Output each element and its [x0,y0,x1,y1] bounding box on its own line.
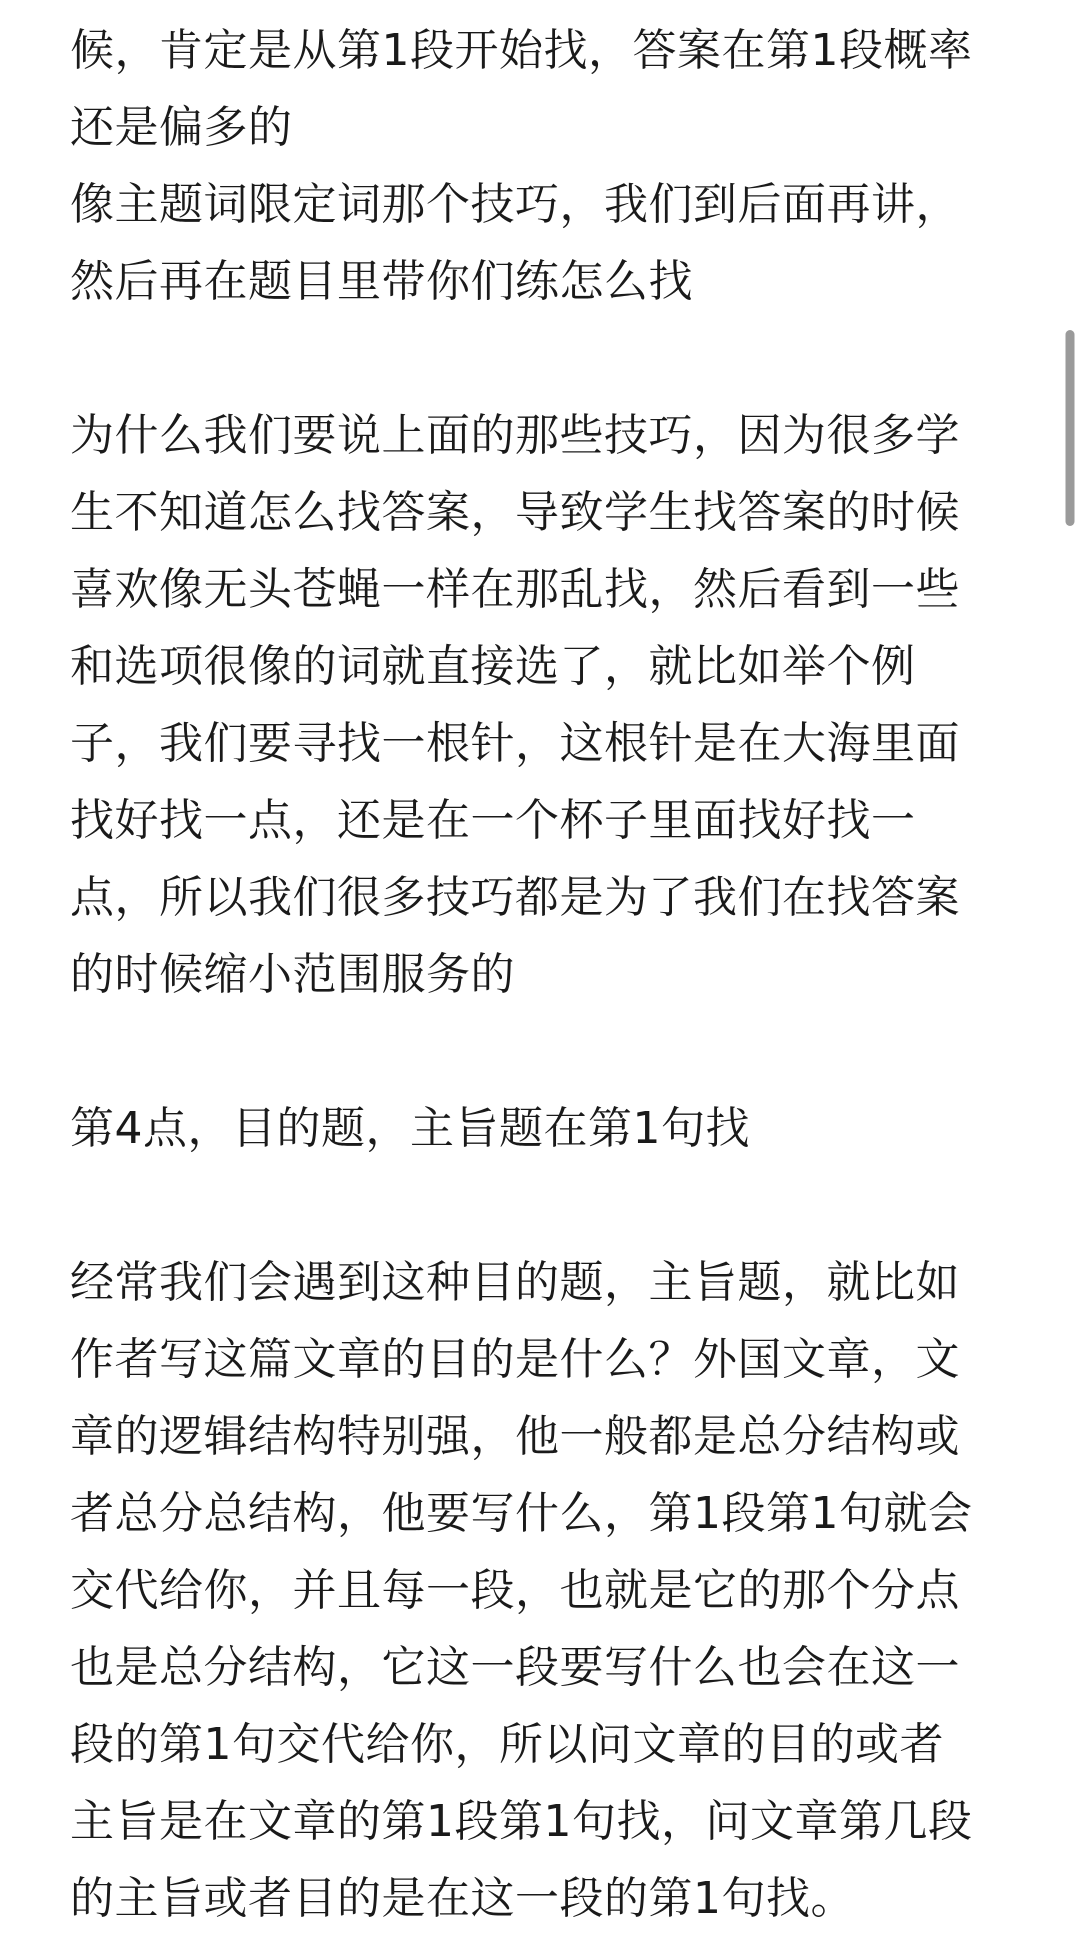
text-line: 生不知道怎么找答案，导致学生找答案的时候 [70,487,960,538]
text-line: 章的逻辑结构特别强，他一般都是总分结构或 [70,1411,960,1462]
section-heading [70,1090,1010,1167]
text-line: 交代给你，并且每一段，也就是它的那个分点 [70,1565,960,1616]
vertical-scrollbar[interactable] [1060,0,1080,1943]
text-line: 者总分总结构，他要写什么，第1段第1句就会 [70,1488,973,1539]
text-line: 和选项很像的词就直接选了，就比如举个例 [70,641,916,692]
text-line: 然后再在题目里带你们练怎么找 [70,256,693,307]
paragraph-gap [70,1167,1010,1244]
text-line: 主旨是在文章的第1段第1句找，问文章第几段 [70,1796,973,1847]
text-line: 作者写这篇文章的目的是什么？外国文章，文 [70,1334,960,1385]
text-line: 候，肯定是从第1段开始找，答案在第1段概率 [70,25,973,76]
text-line: 子，我们要寻找一根针，这根针是在大海里面 [70,718,960,769]
paragraph-gap [70,1013,1010,1090]
text-line: 喜欢像无头苍蝇一样在那乱找，然后看到一些 [70,564,960,615]
paragraph [70,1244,1010,1937]
text-line: 还是偏多的 [70,102,293,153]
article-body [70,12,1010,1937]
text-line: 段的第1句交代给你，所以问文章的目的或者 [70,1719,944,1770]
text-line: 像主题词限定词那个技巧，我们到后面再讲， [70,179,960,230]
text-line: 点，所以我们很多技巧都是为了我们在找答案 [70,872,960,923]
text-line: 的主旨或者目的是在这一段的第1句找。 [70,1873,855,1924]
paragraph-gap [70,320,1010,397]
text-line: 也是总分结构，它这一段要写什么也会在这一 [70,1642,960,1693]
paragraph [70,397,1010,1013]
text-line: 第4点，目的题，主旨题在第1句找 [70,1103,750,1154]
text-line: 为什么我们要说上面的那些技巧，因为很多学 [70,410,960,461]
text-line: 找好找一点，还是在一个杯子里面找好找一 [70,795,916,846]
paragraph [70,12,1010,320]
text-line: 的时候缩小范围服务的 [70,949,515,1000]
text-line: 经常我们会遇到这种目的题，主旨题，就比如 [70,1257,960,1308]
scrollbar-thumb[interactable] [1066,330,1075,526]
